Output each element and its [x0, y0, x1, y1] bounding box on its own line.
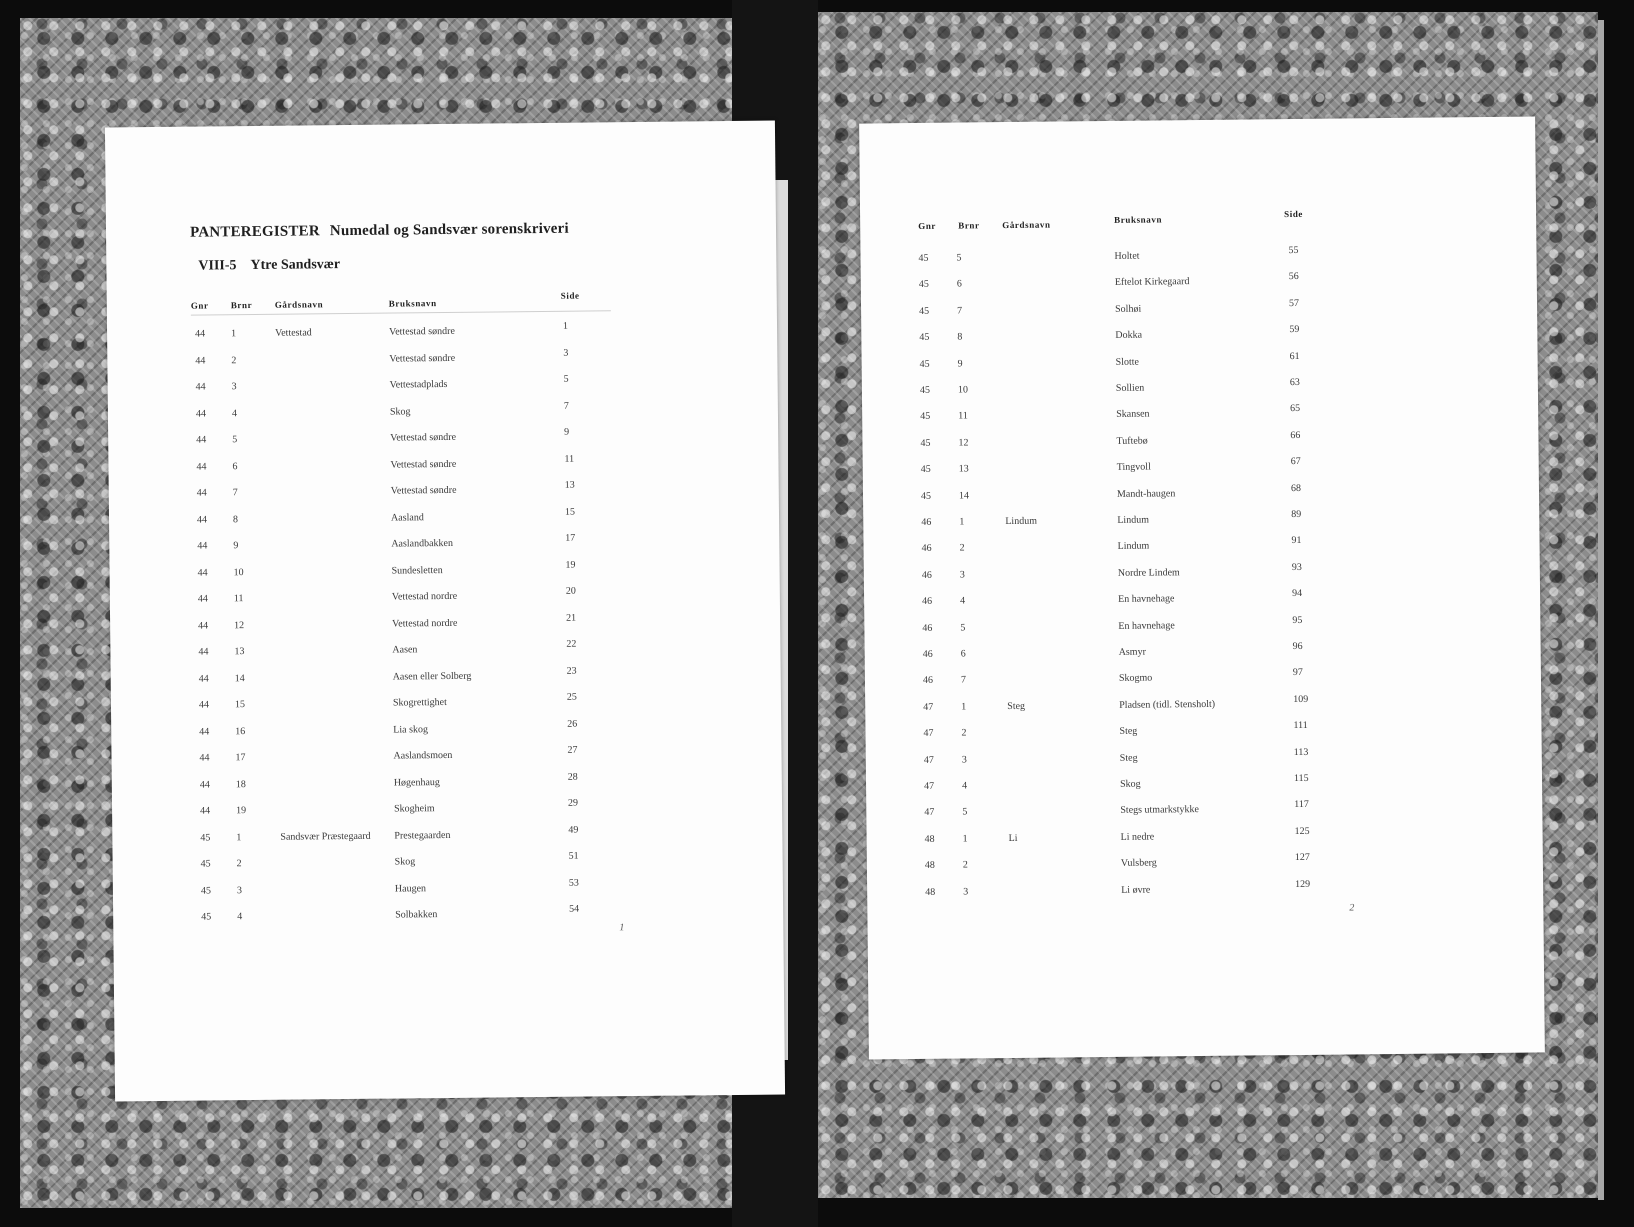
page-number: 2	[1349, 902, 1355, 914]
cell-brnr: 11	[958, 410, 968, 422]
cell-bruksnavn: Høgenhaug	[393, 776, 440, 789]
cell-gnr: 44	[195, 354, 206, 367]
cell-bruksnavn: Slotte	[1115, 356, 1140, 368]
header-bruksnavn: Bruksnavn	[1114, 214, 1163, 225]
table-row	[111, 746, 781, 769]
cell-bruksnavn: Skogmo	[1118, 672, 1153, 685]
cell-gnr: 44	[198, 699, 210, 711]
header-side: Side	[560, 290, 580, 301]
table-row	[108, 373, 778, 399]
cell-gnr: 47	[924, 780, 935, 792]
cell-bruksnavn: Lindum	[1117, 540, 1150, 553]
cell-bruksnavn: En havnehage	[1118, 593, 1175, 606]
cell-gnr: 45	[200, 831, 211, 844]
table-row	[107, 349, 777, 372]
cell-brnr: 2	[959, 542, 965, 554]
cell-bruksnavn: Li nedre	[1120, 831, 1155, 843]
cell-brnr: 5	[956, 252, 962, 264]
cell-side: 97	[1292, 667, 1303, 679]
page-number: 1	[619, 922, 625, 934]
cell-brnr: 10	[957, 384, 968, 396]
table-row	[862, 352, 1538, 375]
cell-side: 127	[1294, 852, 1310, 864]
cell-brnr: 7	[957, 305, 963, 317]
header-gnr: Gnr	[918, 220, 937, 231]
cell-side: 55	[1288, 244, 1299, 257]
cell-bruksnavn: Haugen	[394, 882, 427, 895]
cell-brnr: 19	[236, 805, 247, 817]
cell-gardsnavn: Sandsvær Præstegaard	[280, 830, 371, 843]
cell-brnr: 8	[957, 331, 963, 343]
cell-bruksnavn: Steg	[1119, 725, 1138, 738]
table-row	[866, 748, 1542, 771]
cell-bruksnavn: Skog	[394, 856, 416, 868]
cell-bruksnavn: Skog	[389, 405, 411, 418]
table-row	[861, 326, 1537, 349]
cell-gardsnavn: Lindum	[1005, 515, 1038, 528]
cell-side: 20	[565, 585, 576, 597]
table-row	[112, 799, 782, 822]
cell-gnr: 46	[921, 516, 932, 528]
cell-side: 68	[1290, 482, 1302, 494]
cell-bruksnavn: Vettestad søndre	[390, 458, 457, 471]
table-row	[864, 563, 1540, 586]
cell-side: 53	[568, 877, 579, 889]
cell-brnr: 11	[233, 593, 244, 605]
cell-side: 15	[564, 506, 576, 518]
cell-gnr: 44	[195, 407, 206, 420]
cell-side: 23	[566, 665, 577, 677]
cell-bruksnavn: Tingvoll	[1116, 461, 1151, 474]
header-bruksnavn: Bruksnavn	[388, 298, 437, 309]
cell-bruksnavn: Vulsberg	[1120, 857, 1157, 870]
cell-side: 65	[1290, 403, 1301, 415]
cell-gnr: 45	[200, 858, 211, 870]
cell-gnr: 46	[921, 543, 932, 555]
header-gnr: Gnr	[190, 300, 209, 311]
cell-gnr: 45	[919, 332, 930, 344]
table-row	[861, 299, 1537, 322]
cell-bruksnavn: Pladsen (tidl. Stensholt)	[1119, 698, 1216, 711]
cell-gnr: 44	[197, 566, 208, 579]
cell-gnr: 44	[199, 778, 210, 791]
table-row	[108, 402, 778, 425]
header-brnr: Brnr	[230, 300, 253, 311]
table-row	[111, 693, 781, 716]
cell-brnr: 1	[959, 516, 965, 528]
cell-gnr: 44	[196, 434, 207, 446]
cell-gnr: 48	[924, 833, 935, 845]
cell-bruksnavn: Skog	[1119, 778, 1141, 790]
cell-gnr: 44	[197, 540, 208, 552]
cell-brnr: 3	[236, 884, 242, 896]
table-row	[113, 905, 783, 928]
cell-bruksnavn: Tuftebø	[1116, 435, 1148, 447]
table-row	[865, 722, 1541, 745]
cell-bruksnavn: Skogheim	[394, 803, 435, 815]
cell-brnr: 3	[961, 754, 967, 766]
header-rule	[191, 310, 611, 315]
cell-gnr: 44	[196, 487, 207, 499]
cell-gnr: 45	[920, 411, 931, 423]
cell-gnr: 45	[920, 490, 932, 502]
cell-gnr: 46	[921, 569, 932, 581]
page-edges	[1598, 20, 1604, 1200]
cell-side: 26	[567, 718, 578, 730]
cell-side: 54	[569, 903, 580, 915]
table-row	[863, 458, 1539, 481]
section-code: VIII-5	[198, 258, 237, 274]
cell-gnr: 44	[199, 725, 210, 738]
table-row	[865, 695, 1541, 718]
cell-brnr: 6	[956, 278, 962, 290]
header-gardsnavn: Gårdsnavn	[274, 299, 324, 310]
cell-brnr: 7	[960, 674, 967, 686]
cell-gnr: 44	[197, 593, 208, 605]
cell-bruksnavn: Eftelot Kirkegaard	[1114, 276, 1190, 289]
cell-side: 96	[1292, 640, 1303, 653]
cell-brnr: 9	[233, 540, 239, 552]
cell-side: 56	[1288, 271, 1299, 283]
cell-brnr: 7	[232, 487, 238, 499]
cell-bruksnavn: Mandt-haugen	[1116, 487, 1176, 500]
cell-bruksnavn: Steg	[1119, 752, 1138, 764]
cell-gnr: 47	[923, 754, 934, 766]
cell-brnr: 18	[235, 778, 246, 790]
cell-side: 117	[1294, 799, 1309, 811]
cell-side: 3	[563, 347, 569, 359]
cell-side: 59	[1289, 324, 1300, 336]
cell-side: 11	[564, 453, 575, 465]
cell-brnr: 12	[234, 619, 245, 631]
cell-bruksnavn: Lindum	[1117, 514, 1150, 526]
table-row	[866, 774, 1542, 797]
cell-side: 9	[564, 426, 570, 438]
table-row	[862, 431, 1538, 454]
cell-gnr: 44	[199, 752, 210, 764]
cell-side: 28	[567, 771, 578, 783]
cell-gnr: 45	[920, 464, 931, 476]
cell-side: 17	[565, 532, 576, 544]
cell-bruksnavn: Prestegaarden	[394, 829, 451, 842]
cell-side: 89	[1291, 508, 1302, 521]
table-row	[111, 667, 781, 690]
cell-gnr: 46	[922, 675, 934, 687]
cell-gnr: 46	[922, 622, 933, 634]
cell-gnr: 45	[919, 305, 930, 317]
cell-side: 51	[568, 850, 579, 862]
cell-gnr: 44	[195, 381, 206, 393]
cell-gnr: 48	[924, 860, 935, 872]
cell-gnr: 44	[198, 672, 209, 685]
table-row	[109, 534, 779, 557]
cell-gnr: 44	[196, 460, 207, 473]
table-row	[862, 405, 1538, 428]
cell-bruksnavn: Aaslandbakken	[391, 537, 454, 550]
header-gardsnavn: Gårdsnavn	[1002, 219, 1051, 231]
cell-gnr: 45	[918, 252, 929, 264]
table-row	[862, 378, 1538, 401]
table-row	[867, 880, 1543, 903]
cell-brnr: 1	[236, 831, 242, 843]
cell-bruksnavn: Aasland	[390, 511, 424, 524]
cell-gnr: 46	[922, 648, 933, 660]
cell-gnr: 45	[200, 884, 211, 897]
cell-brnr: 4	[962, 780, 968, 792]
cell-bruksnavn: Dokka	[1115, 329, 1143, 342]
table-row	[113, 852, 783, 875]
cell-side: 109	[1293, 693, 1309, 705]
cell-brnr: 15	[234, 699, 246, 711]
cell-side: 29	[567, 797, 579, 809]
cell-bruksnavn: Solhøi	[1115, 303, 1142, 315]
cell-brnr: 6	[960, 648, 966, 660]
cell-gnr: 47	[923, 701, 934, 713]
cell-bruksnavn: Skogrettighet	[392, 696, 447, 709]
cell-brnr: 1	[231, 328, 237, 340]
cell-bruksnavn: Vettestad søndre	[390, 431, 457, 444]
cell-bruksnavn: Asmyr	[1118, 646, 1146, 658]
register-title-subtitle: Numedal og Sandsvær sorenskriveri	[329, 220, 569, 240]
cell-gnr: 48	[925, 886, 936, 898]
section-name: Ytre Sandsvær	[250, 257, 341, 274]
cell-brnr: 4	[231, 407, 237, 419]
cell-brnr: 2	[236, 858, 242, 870]
cell-bruksnavn: Aasen eller Solberg	[392, 670, 472, 683]
cell-side: 1	[562, 320, 569, 332]
cell-brnr: 1	[961, 701, 967, 713]
right-register-sheet	[859, 116, 1545, 1059]
table-row	[109, 508, 779, 531]
table-row	[108, 426, 778, 452]
cell-side: 95	[1292, 614, 1303, 626]
cell-brnr: 2	[961, 727, 967, 739]
table-row	[861, 273, 1537, 296]
cell-brnr: 4	[237, 911, 243, 923]
cell-bruksnavn: Vettestad nordre	[391, 590, 458, 603]
cell-brnr: 3	[959, 569, 965, 581]
table-row	[108, 455, 778, 478]
cell-brnr: 3	[963, 886, 969, 898]
cell-gnr: 45	[919, 384, 930, 396]
table-row	[110, 614, 780, 637]
cell-side: 93	[1291, 561, 1302, 573]
cell-brnr: 5	[232, 434, 238, 446]
cell-gnr: 47	[923, 728, 934, 740]
cell-bruksnavn: Sundesletten	[391, 564, 443, 577]
cell-gnr: 46	[922, 596, 933, 608]
cell-brnr: 13	[234, 646, 245, 658]
cell-bruksnavn: Li øvre	[1121, 884, 1151, 896]
cell-brnr: 13	[958, 463, 969, 475]
cell-brnr: 10	[233, 566, 244, 578]
table-row	[109, 481, 779, 504]
cell-gnr: 44	[195, 328, 206, 340]
cell-bruksnavn: Lia skog	[393, 723, 429, 736]
cell-brnr: 14	[234, 672, 245, 684]
register-title-main: PANTEREGISTER	[189, 223, 320, 241]
cell-side: 22	[566, 638, 577, 650]
cell-brnr: 5	[960, 622, 966, 634]
left-register-sheet	[105, 121, 785, 1102]
cell-side: 27	[567, 744, 578, 756]
cell-bruksnavn: Aasen	[392, 644, 418, 656]
table-row	[111, 720, 781, 743]
header-side: Side	[1284, 208, 1304, 220]
cell-side: 21	[566, 612, 577, 624]
table-row	[860, 246, 1536, 269]
cell-side: 115	[1293, 772, 1309, 785]
cell-bruksnavn: Stegs utmarkstykke	[1120, 804, 1199, 817]
cell-gnr: 44	[198, 619, 209, 632]
cell-gnr: 44	[200, 805, 211, 817]
cell-side: 49	[568, 824, 579, 836]
table-row	[107, 320, 777, 346]
cell-bruksnavn: Skansen	[1116, 408, 1150, 421]
table-row	[863, 510, 1539, 533]
cell-side: 94	[1292, 588, 1303, 600]
cell-side: 57	[1288, 297, 1300, 309]
cell-side: 67	[1290, 456, 1301, 468]
cell-gnr: 44	[198, 646, 209, 658]
cell-brnr: 9	[957, 358, 963, 370]
cell-bruksnavn: Aaslandsmoen	[393, 749, 453, 762]
cell-bruksnavn: Vettestad nordre	[392, 617, 458, 630]
cell-brnr: 1	[962, 833, 968, 845]
table-row	[865, 669, 1541, 692]
cell-gnr: 45	[920, 437, 931, 449]
cell-brnr: 8	[232, 513, 239, 525]
cell-side: 25	[566, 691, 577, 703]
cell-side: 91	[1291, 535, 1302, 547]
cell-side: 66	[1290, 429, 1301, 441]
table-row	[110, 561, 780, 584]
cell-gnr: 44	[196, 513, 208, 526]
cell-brnr: 17	[235, 752, 246, 764]
cell-side: 13	[564, 479, 575, 491]
cell-brnr: 2	[231, 354, 237, 366]
cell-bruksnavn: Sollien	[1115, 382, 1145, 394]
cell-side: 19	[565, 559, 576, 571]
table-row	[863, 484, 1539, 507]
cell-bruksnavn: Solbakken	[395, 909, 438, 921]
cell-bruksnavn: En havnehage	[1118, 619, 1175, 632]
table-row	[864, 590, 1540, 613]
table-row	[864, 537, 1540, 560]
cell-side: 7	[563, 400, 569, 412]
cell-bruksnavn: Vettestad søndre	[389, 352, 456, 365]
cell-side: 5	[563, 373, 569, 385]
cell-brnr: 6	[232, 460, 238, 472]
cell-brnr: 3	[231, 381, 237, 393]
table-row	[112, 773, 782, 796]
register-title	[190, 221, 569, 242]
table-row	[110, 587, 780, 610]
section-title	[198, 257, 340, 274]
cell-brnr: 4	[960, 595, 966, 607]
cell-gnr: 45	[919, 358, 930, 370]
cell-brnr: 2	[962, 859, 968, 871]
cell-gardsnavn: Vettestad	[275, 327, 312, 339]
cell-side: 129	[1295, 878, 1311, 890]
cell-gnr: 47	[924, 807, 935, 819]
cell-side: 63	[1289, 376, 1300, 389]
cell-gardsnavn: Li	[1008, 832, 1018, 844]
cell-gnr: 45	[201, 911, 212, 923]
table-row	[110, 640, 780, 663]
cell-side: 111	[1293, 720, 1308, 732]
cell-bruksnavn: Holtet	[1114, 250, 1140, 262]
cell-brnr: 12	[958, 437, 969, 449]
cell-gardsnavn: Steg	[1007, 700, 1026, 712]
table-row	[865, 642, 1541, 665]
cell-bruksnavn: Vettestad søndre	[390, 484, 457, 497]
cell-brnr: 5	[962, 806, 968, 818]
cell-side: 125	[1294, 825, 1310, 837]
table-row	[113, 879, 783, 902]
cell-brnr: 14	[958, 490, 970, 502]
cell-brnr: 16	[235, 725, 246, 737]
cell-bruksnavn: Vettestad søndre	[389, 325, 455, 338]
table-row	[867, 854, 1543, 877]
table-row	[864, 616, 1540, 639]
table-row	[867, 827, 1543, 850]
cell-side: 61	[1289, 350, 1300, 362]
cell-gnr: 45	[918, 279, 929, 291]
header-brnr: Brnr	[958, 220, 980, 231]
cell-side: 113	[1293, 746, 1309, 758]
cell-bruksnavn: Vettestadplads	[389, 378, 448, 391]
table-row	[866, 801, 1542, 824]
table-row	[112, 826, 782, 849]
cell-bruksnavn: Nordre Lindem	[1117, 567, 1180, 579]
